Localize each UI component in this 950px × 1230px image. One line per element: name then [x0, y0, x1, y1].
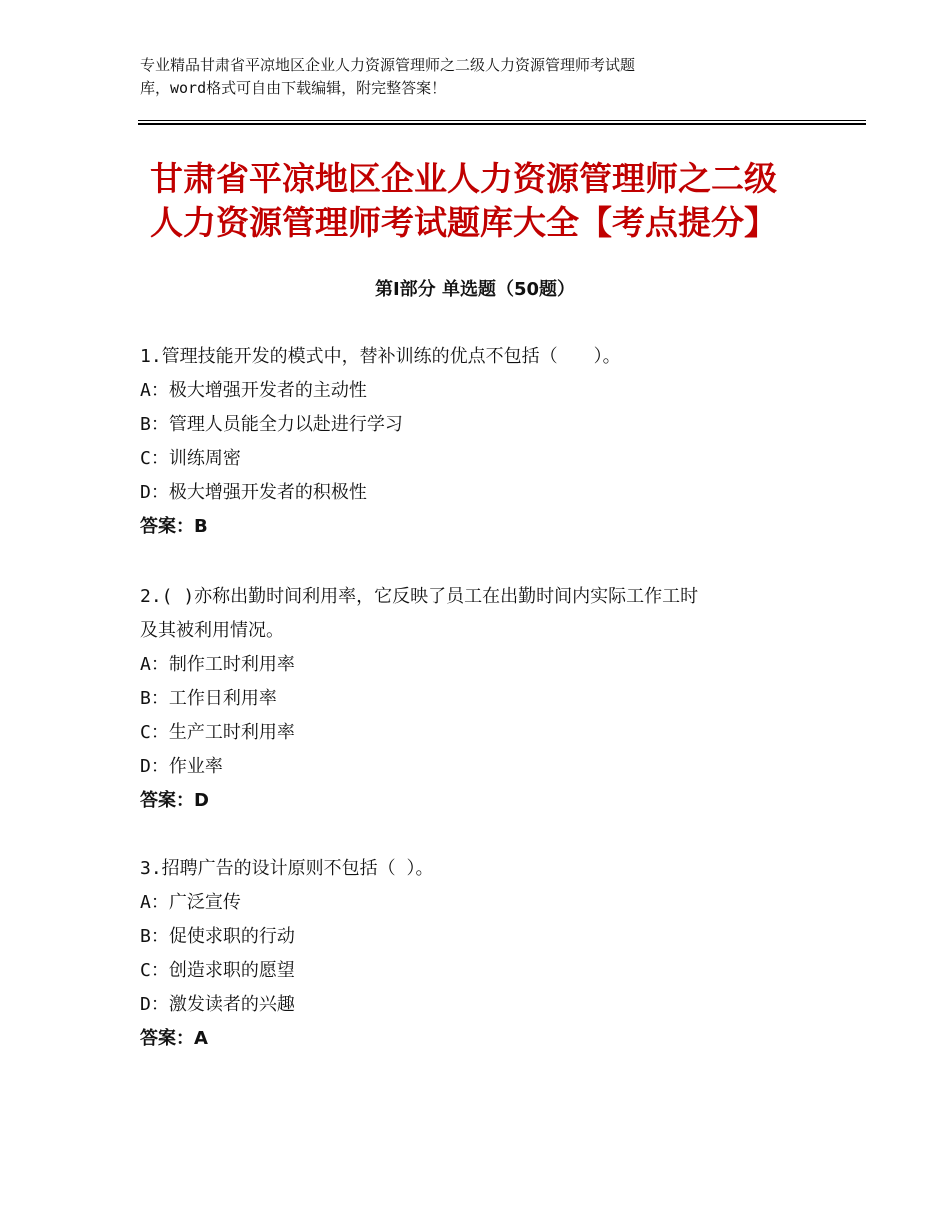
answer: 答案：D [140, 790, 209, 811]
header-divider-thin [138, 120, 866, 121]
option-a: A：广泛宣传 [140, 892, 241, 913]
document-title [150, 157, 850, 245]
header-divider-thick [138, 123, 866, 125]
header-note-line-2: 库，word格式可自由下载编辑，附完整答案！ [140, 79, 447, 97]
answer: 答案：B [140, 516, 208, 537]
option-a: A：制作工时利用率 [140, 654, 295, 675]
question-stem-continued: 及其被利用情况。 [140, 620, 284, 641]
document-title-line-2: 人力资源管理师考试题库大全【考点提分】 [150, 203, 777, 242]
option-b: B：工作日利用率 [140, 688, 277, 709]
option-b: B：管理人员能全力以赴进行学习 [140, 414, 403, 435]
question-2 [140, 580, 840, 818]
section-heading: 第Ⅰ部分 单选题（50题） [374, 279, 575, 300]
document-title-line-1: 甘肃省平凉地区企业人力资源管理师之二级 [150, 159, 777, 198]
question-3 [140, 852, 840, 1056]
header-note [140, 54, 780, 100]
question-stem: 2.( )亦称出勤时间利用率，它反映了员工在出勤时间内实际工作工时 [140, 586, 699, 607]
question-stem: 3.招聘广告的设计原则不包括（ ）。 [140, 858, 434, 879]
question-1 [140, 340, 840, 544]
option-c: C：创造求职的愿望 [140, 960, 295, 981]
question-stem: 1.管理技能开发的模式中，替补训练的优点不包括（ ）。 [140, 346, 621, 367]
option-d: D：激发读者的兴趣 [140, 994, 295, 1015]
header-note-line-1: 专业精品甘肃省平凉地区企业人力资源管理师之二级人力资源管理师考试题 [140, 56, 636, 74]
answer: 答案：A [140, 1028, 208, 1049]
option-d: D：极大增强开发者的积极性 [140, 482, 367, 503]
option-d: D：作业率 [140, 756, 223, 777]
option-c: C：生产工时利用率 [140, 722, 295, 743]
option-b: B：促使求职的行动 [140, 926, 295, 947]
option-a: A：极大增强开发者的主动性 [140, 380, 367, 401]
option-c: C：训练周密 [140, 448, 241, 469]
